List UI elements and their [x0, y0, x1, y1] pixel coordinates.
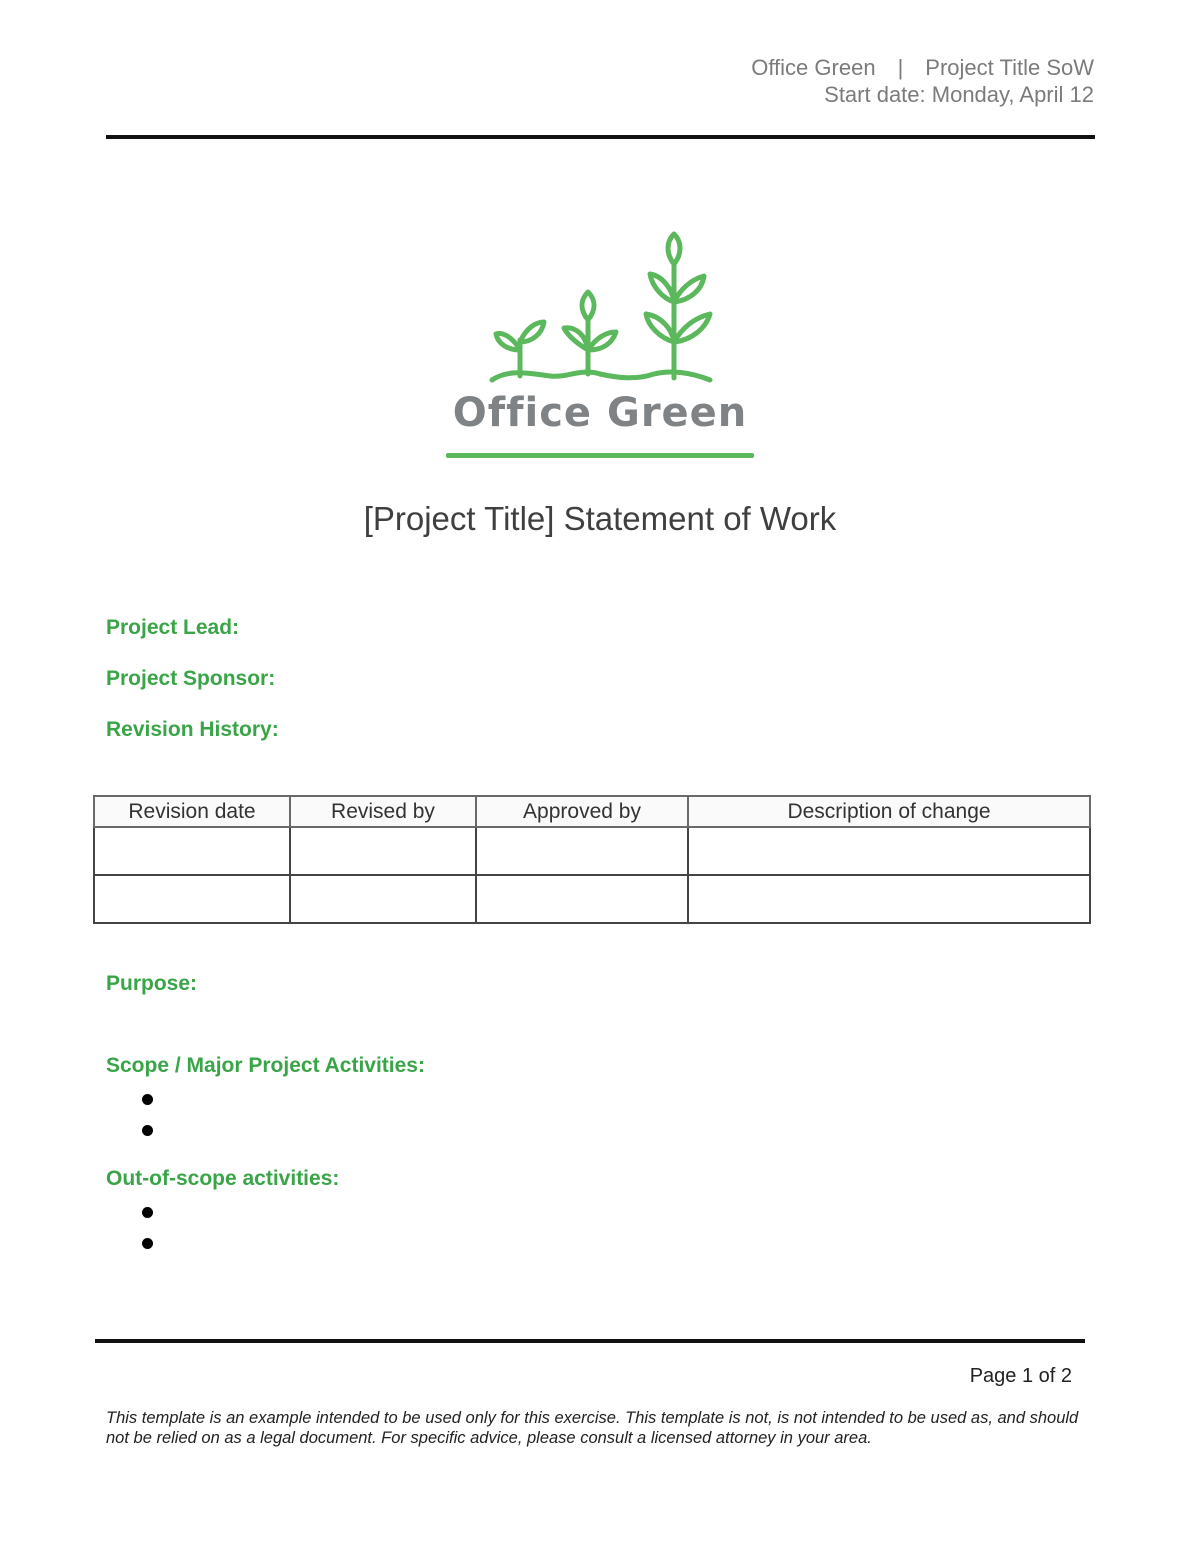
table-cell — [94, 875, 290, 923]
sprouts-icon — [440, 228, 760, 388]
header-start-date: Start date: Monday, April 12 — [824, 82, 1094, 107]
legal-disclaimer: This template is an example intended to be used only for this exercise. This template is not, is not intended to be used as, and should not be relied on as a legal document. For specific advice, please consult a licensed attorney in your area. — [106, 1409, 1079, 1447]
purpose-label: Purpose: — [106, 972, 198, 995]
project-lead-label: Project Lead: — [106, 616, 240, 639]
header-line-1 — [751, 54, 1094, 81]
column-header: Revision date — [94, 796, 290, 827]
out-of-scope-label: Out-of-scope activities: — [106, 1167, 340, 1190]
page-header — [751, 54, 1094, 108]
header-separator: | — [897, 55, 904, 80]
table-cell — [290, 827, 476, 875]
column-header: Revised by — [290, 796, 476, 827]
header-doc-ref: Project Title SoW — [925, 55, 1094, 80]
revision-history-label: Revision History: — [106, 718, 279, 741]
logo-wordmark: Office Green — [452, 390, 748, 436]
revision-history-table — [93, 795, 1091, 924]
table-header-row — [94, 796, 1090, 827]
column-header: Approved by — [476, 796, 688, 827]
column-header: Description of change — [688, 796, 1090, 827]
table-cell — [688, 875, 1090, 923]
table-cell — [476, 827, 688, 875]
table-row — [94, 827, 1090, 875]
company-logo — [440, 228, 760, 464]
footer-divider — [95, 1339, 1085, 1343]
project-sponsor-label: Project Sponsor: — [106, 667, 276, 690]
page-number: Page 1 of 2 — [969, 1365, 1072, 1387]
table-cell — [688, 827, 1090, 875]
table-cell — [476, 875, 688, 923]
header-divider — [106, 135, 1095, 139]
table-cell — [94, 827, 290, 875]
scope-label: Scope / Major Project Activities: — [106, 1054, 425, 1077]
header-company: Office Green — [751, 55, 876, 80]
table-row — [94, 875, 1090, 923]
document-title: [Project Title] Statement of Work — [363, 500, 837, 537]
logo-underline — [446, 453, 754, 458]
table-cell — [290, 875, 476, 923]
